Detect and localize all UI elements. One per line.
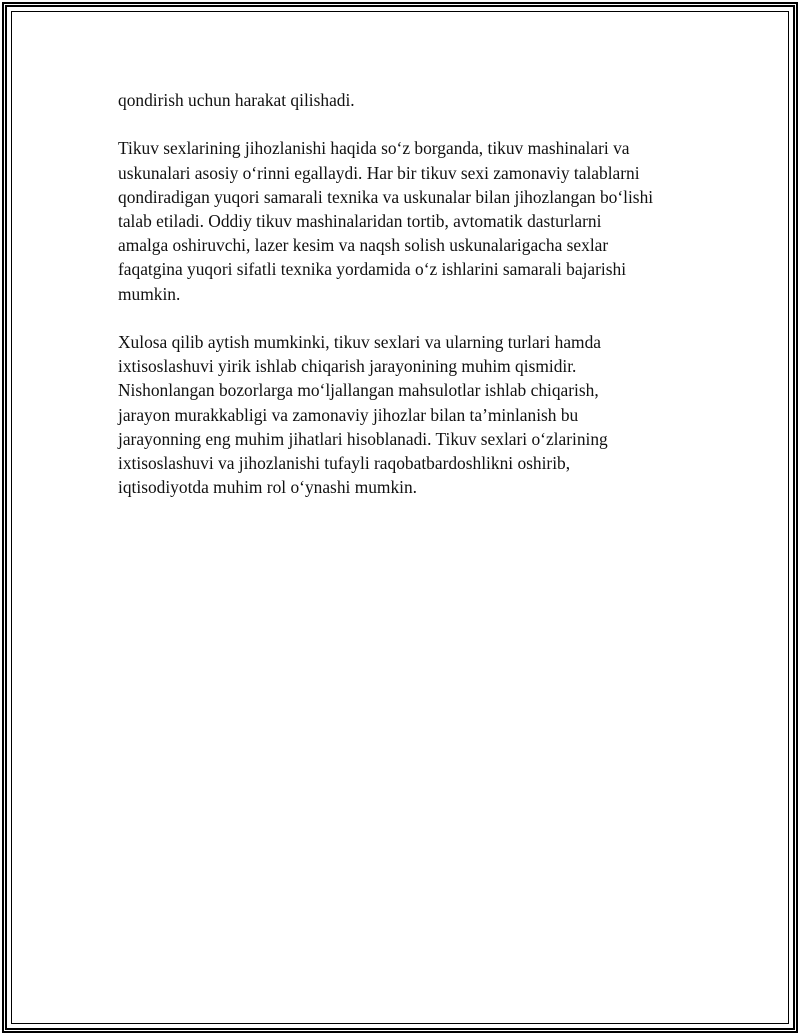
paragraph-conclusion: Xulosa qilib aytish mumkinki, tikuv sexlari va ularning turlari hamda ixtisoslashuvi yirik ishlab chiqarish jarayonining muhim qismidir. Nishonlangan bozorlarga mo‘ljallangan mahsulotlar ishlab chiqarish, jarayon murakkabligi va zamonaviy jihozlar bilan ta’minlanish bu jarayonning eng muhim jihatlari hisoblanadi. Tikuv sexlari o‘zlarining ixtisoslashuvi va jihozlanishi tufayli raqobatbardoshlikni oshirib, iqtisodiyotda muhim rol o‘ynashi mumkin. — [118, 332, 608, 498]
paragraph-equipment: Tikuv sexlarining jihozlanishi haqida so‘z borganda, tikuv mashinalari va uskunalari asosiy o‘rinni egallaydi. Har bir tikuv sexi zamonaviy talablarni qondiradigan yuqori samarali texnika va uskunalar bilan jihozlangan bo‘lishi talab etiladi. Oddiy tikuv mashinalaridan tortib, avtomatik dasturlarni amalga oshiruvchi, lazer kesim va naqsh solish uskunalarigacha sexlar faqatgina yuqori sifatli texnika yordamida o‘z ishlarini samarali bajarishi mumkin. — [118, 138, 654, 304]
document-body — [118, 88, 708, 499]
paragraph-intro-continuation: qondirish uchun harakat qilishadi. — [118, 90, 355, 110]
